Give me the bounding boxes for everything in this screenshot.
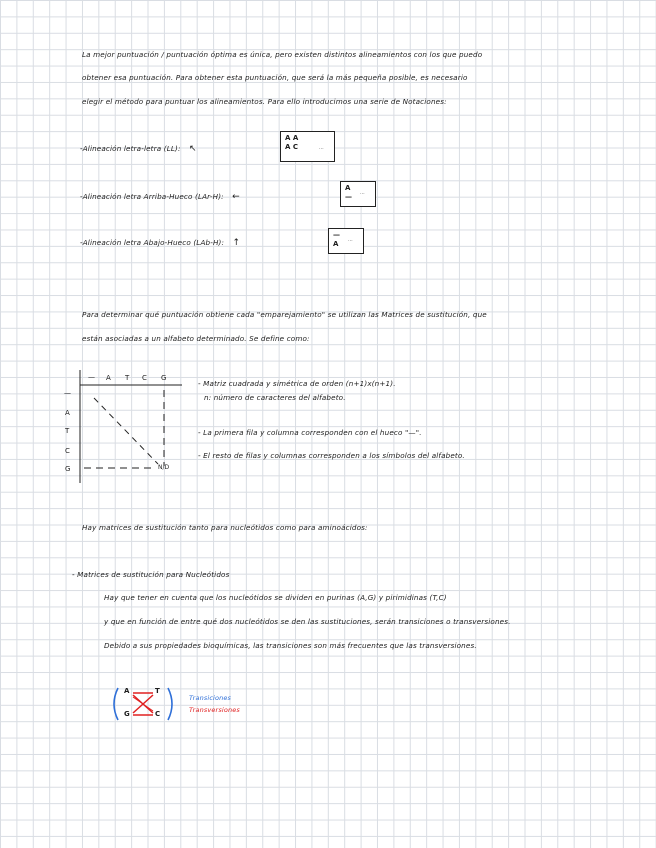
matrix-row-g: G (65, 465, 71, 473)
diagonal-arrow-icon: ↖ (188, 144, 197, 154)
mutation-diagram (108, 684, 188, 724)
matrix-col-t: T (125, 374, 130, 382)
legend-transitions: Transiciones (189, 694, 232, 702)
matrix-col-a: A (106, 374, 111, 382)
box-bottom-text: A (333, 240, 339, 248)
matrix-note-2: - La primera fila y columna corresponden con el hueco "—". (198, 428, 422, 437)
box-dots: ... (360, 190, 365, 196)
left-arrow-icon: ← (232, 192, 240, 202)
substitution-line-2: están asociadas a un alfabeto determinado. Se define como: (82, 334, 310, 343)
notation-labh (80, 238, 240, 248)
matrix-row-a: A (65, 409, 70, 417)
matrices-types: Hay matrices de sustitución tanto para nucleótidos como para aminoácidos: (82, 523, 368, 532)
box-top-text: A A (285, 134, 299, 142)
intro-line-1: La mejor puntuación / puntuación óptima es única, pero existen distintos alineamientos con los que puedo (82, 50, 483, 59)
matrix-col-g: G (161, 374, 167, 382)
substitution-line-1: Para determinar qué puntuación obtiene cada "emparejamiento" se utilizan las Matrices de sustitución, que (82, 310, 487, 319)
matrix-row-c: C (65, 447, 70, 455)
box-bottom-text: — (345, 193, 352, 201)
matrix-col-c: C (142, 374, 147, 382)
box-bottom-text: A C (285, 143, 298, 151)
nucleotides-heading: - Matrices de sustitución para Nucleótidos (72, 570, 230, 579)
notation-ll-box (280, 131, 335, 162)
intro-line-3: elegir el método para puntuar los alineamientos. Para ello introducimos una serie de Notaciones: (82, 97, 447, 106)
notation-labh-text: -Alineación letra Abajo-Hueco (LAb-H): (80, 238, 227, 247)
substitution-matrix (64, 368, 190, 488)
nucleotide-t: T (155, 687, 160, 695)
matrix-row-gap: — (64, 389, 71, 397)
matrix-note-1b: n: número de caracteres del alfabeto. (204, 393, 346, 402)
box-dots: ... (319, 145, 324, 151)
matrix-col-gap: — (88, 373, 95, 381)
nucleotide-c: C (155, 710, 161, 718)
nucleotide-g: G (124, 710, 130, 718)
notation-larh (80, 192, 240, 202)
nucleotides-line-1: Hay que tener en cuenta que los nucleótidos se dividen en purinas (A,G) y pirimidinas (T,C) (104, 593, 447, 602)
notation-larh-text: -Alineación letra Arriba-Hueco (LAr-H): (80, 192, 227, 201)
box-top-text: A (345, 184, 351, 192)
nucleotides-line-3: Debido a sus propiedades bioquímicas, las transiciones son más frecuentes que las transversiones. (104, 641, 477, 650)
matrix-note-3: - El resto de filas y columnas corresponden a los símbolos del alfabeto. (198, 451, 465, 460)
legend-transversions: Transversiones (189, 706, 240, 714)
matrix-note-1a: - Matriz cuadrada y simétrica de orden (n+1)x(n+1). (198, 379, 396, 388)
notation-larh-box (340, 181, 376, 207)
notation-ll-text: -Alineación letra-letra (LL): (80, 144, 183, 153)
box-dots: ... (348, 237, 353, 243)
up-arrow-icon: ↑ (232, 238, 241, 248)
mutation-diagram-lines (108, 684, 188, 724)
nucleotides-line-2: y que en función de entre qué dos nucleótidos se den las sustituciones, serán transiciones o transversiones. (104, 617, 511, 626)
nucleotide-a: A (124, 687, 130, 695)
matrix-corner-label: N/D (158, 464, 170, 471)
intro-line-2: obtener esa puntuación. Para obtener esta puntuación, que será la más pequeña posible, es necesario (82, 73, 468, 82)
matrix-row-t: T (65, 427, 70, 435)
notation-labh-box (328, 228, 364, 254)
matrix-lines (70, 368, 190, 488)
notation-ll (80, 144, 197, 154)
box-top-text: — (333, 231, 340, 239)
